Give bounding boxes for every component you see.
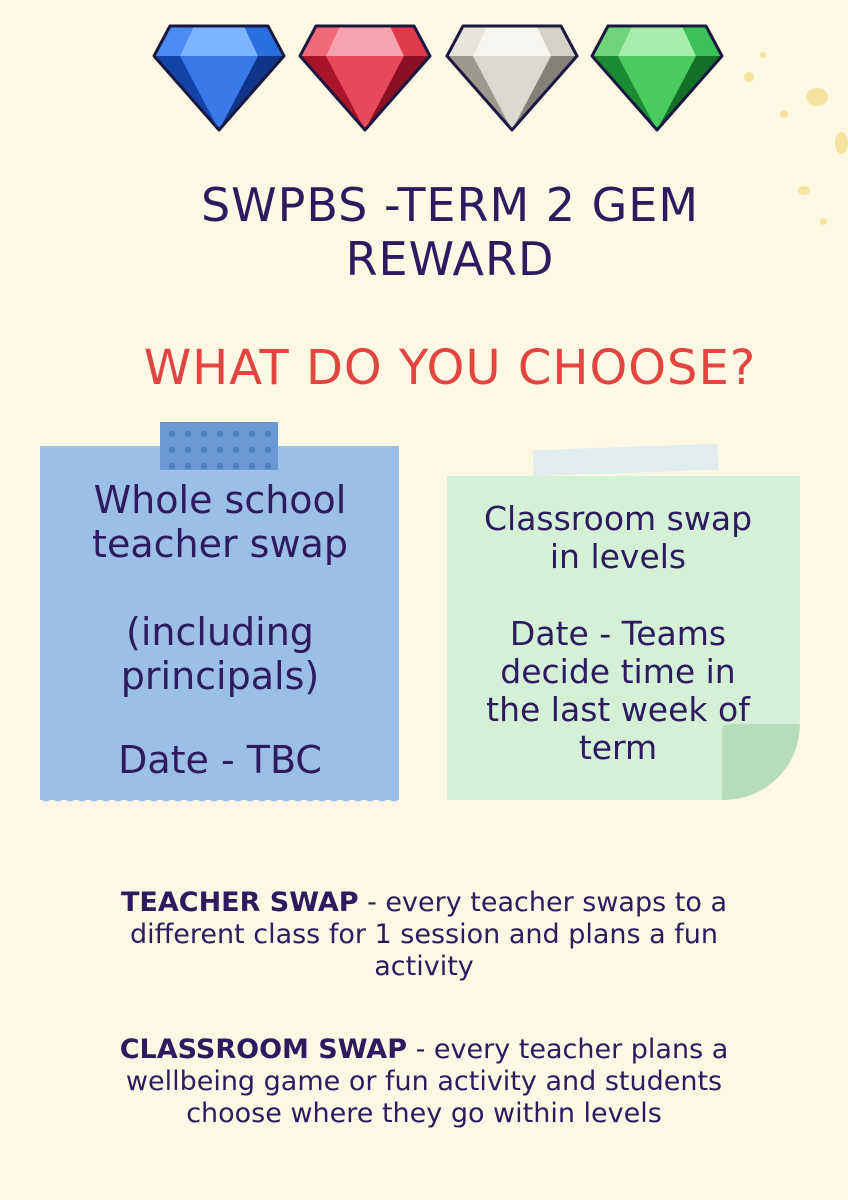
note-line: principals) — [120, 654, 320, 698]
note-line: term — [578, 728, 658, 767]
description-text: - every teacher plans a — [407, 1034, 729, 1065]
red-gem-icon — [298, 22, 432, 132]
white-gem-icon — [445, 22, 579, 132]
green-gem-icon — [590, 22, 724, 132]
gems-row — [150, 22, 730, 132]
paint-splatter — [806, 88, 828, 106]
description-line: activity — [374, 951, 474, 982]
paint-splatter — [744, 72, 754, 82]
gem-graphic — [152, 22, 286, 132]
description-line: choose where they go within levels — [186, 1098, 662, 1129]
question-heading: WHAT DO YOU CHOOSE? — [143, 340, 757, 396]
tape-strip — [160, 422, 278, 470]
classroom-swap-label: CLASSROOM SWAP — [119, 1034, 407, 1065]
tape-strip — [533, 444, 719, 476]
gem-graphic — [298, 22, 432, 132]
note-line: Whole school — [93, 478, 347, 522]
description-line: wellbeing game or fun activity and students — [125, 1066, 723, 1097]
paint-splatter — [780, 110, 788, 118]
teacher-swap-label: TEACHER SWAP — [121, 887, 359, 918]
note-line: (including — [126, 610, 314, 654]
page-title: SWPBS -TERM 2 GEM REWARD — [200, 178, 700, 286]
description-text: - every teacher swaps to a — [358, 887, 727, 918]
paint-splatter — [760, 52, 766, 58]
paint-splatter — [820, 218, 827, 225]
note-line: Date - Teams — [509, 614, 727, 653]
note-line: in levels — [549, 537, 687, 576]
note-line: teacher swap — [92, 522, 348, 566]
description-line: different class for 1 session and plans a fun — [129, 919, 719, 950]
blue-gem-icon — [152, 22, 286, 132]
gem-graphic — [590, 22, 724, 132]
note-line: Date - TBC — [118, 738, 322, 782]
gem-graphic — [445, 22, 579, 132]
note-line: Classroom swap — [483, 499, 753, 538]
description-line — [60, 887, 788, 919]
description-line — [60, 1034, 788, 1066]
note-line: decide time in — [500, 652, 736, 691]
paint-splatter — [835, 132, 848, 154]
note-line: the last week of — [486, 690, 750, 729]
